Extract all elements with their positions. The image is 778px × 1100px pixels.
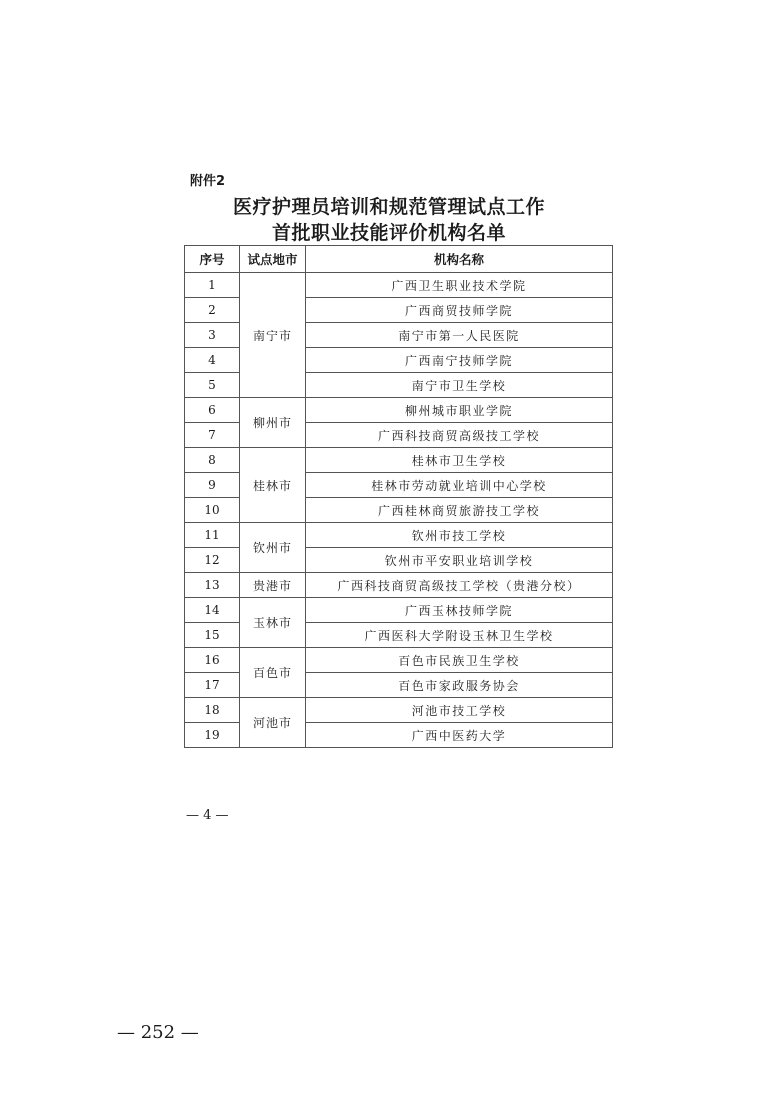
institution-name: 广西商贸技师学院 xyxy=(306,298,613,323)
row-number: 15 xyxy=(185,623,240,648)
institution-name: 广西科技商贸高级技工学校（贵港分校） xyxy=(306,573,613,598)
table-header-row xyxy=(185,246,613,273)
table-row xyxy=(185,273,613,298)
table-row xyxy=(185,598,613,623)
row-number: 19 xyxy=(185,723,240,748)
table-row xyxy=(185,648,613,673)
row-number: 7 xyxy=(185,423,240,448)
row-number: 12 xyxy=(185,548,240,573)
institution-name: 广西桂林商贸旅游技工学校 xyxy=(306,498,613,523)
institution-name: 广西南宁技师学院 xyxy=(306,348,613,373)
row-number: 14 xyxy=(185,598,240,623)
header-number: 序号 xyxy=(185,246,240,273)
pilot-city: 柳州市 xyxy=(240,398,306,448)
pilot-city: 百色市 xyxy=(240,648,306,698)
row-number: 3 xyxy=(185,323,240,348)
row-number: 5 xyxy=(185,373,240,398)
institution-name: 广西卫生职业技术学院 xyxy=(306,273,613,298)
institution-name: 广西中医药大学 xyxy=(306,723,613,748)
row-number: 11 xyxy=(185,523,240,548)
attachment-label: 附件2 xyxy=(190,174,226,189)
row-number: 8 xyxy=(185,448,240,473)
row-number: 10 xyxy=(185,498,240,523)
pilot-city: 桂林市 xyxy=(240,448,306,523)
row-number: 2 xyxy=(185,298,240,323)
row-number: 13 xyxy=(185,573,240,598)
institution-name: 钦州市平安职业培训学校 xyxy=(306,548,613,573)
table-row xyxy=(185,523,613,548)
institution-name: 南宁市第一人民医院 xyxy=(306,323,613,348)
row-number: 16 xyxy=(185,648,240,673)
row-number: 1 xyxy=(185,273,240,298)
institution-name: 广西玉林技师学院 xyxy=(306,598,613,623)
table-row xyxy=(185,398,613,423)
institution-name: 广西医科大学附设玉林卫生学校 xyxy=(306,623,613,648)
institution-name: 桂林市劳动就业培训中心学校 xyxy=(306,473,613,498)
institution-name: 广西科技商贸高级技工学校 xyxy=(306,423,613,448)
institution-name: 柳州城市职业学院 xyxy=(306,398,613,423)
pilot-city: 玉林市 xyxy=(240,598,306,648)
table-row xyxy=(185,573,613,598)
institution-name: 百色市民族卫生学校 xyxy=(306,648,613,673)
row-number: 9 xyxy=(185,473,240,498)
row-number: 17 xyxy=(185,673,240,698)
pilot-city: 贵港市 xyxy=(240,573,306,598)
pilot-city: 钦州市 xyxy=(240,523,306,573)
pilot-city: 南宁市 xyxy=(240,273,306,398)
document-title-line2: 首批职业技能评价机构名单 xyxy=(271,222,506,244)
table-body xyxy=(185,273,613,748)
institution-table xyxy=(184,245,613,748)
institution-name: 南宁市卫生学校 xyxy=(306,373,613,398)
row-number: 6 xyxy=(185,398,240,423)
table-row xyxy=(185,448,613,473)
table-row xyxy=(185,698,613,723)
header-city: 试点地市 xyxy=(240,246,306,273)
row-number: 4 xyxy=(185,348,240,373)
outer-page-number: — 252 — xyxy=(117,1022,199,1043)
institution-name: 河池市技工学校 xyxy=(306,698,613,723)
institution-name: 钦州市技工学校 xyxy=(306,523,613,548)
row-number: 18 xyxy=(185,698,240,723)
institution-name: 百色市家政服务协会 xyxy=(306,673,613,698)
document-title-line1: 医疗护理员培训和规范管理试点工作 xyxy=(232,196,545,218)
inner-page-number: — 4 — xyxy=(186,808,229,823)
pilot-city: 河池市 xyxy=(240,698,306,748)
header-institution: 机构名称 xyxy=(306,246,613,273)
institution-name: 桂林市卫生学校 xyxy=(306,448,613,473)
